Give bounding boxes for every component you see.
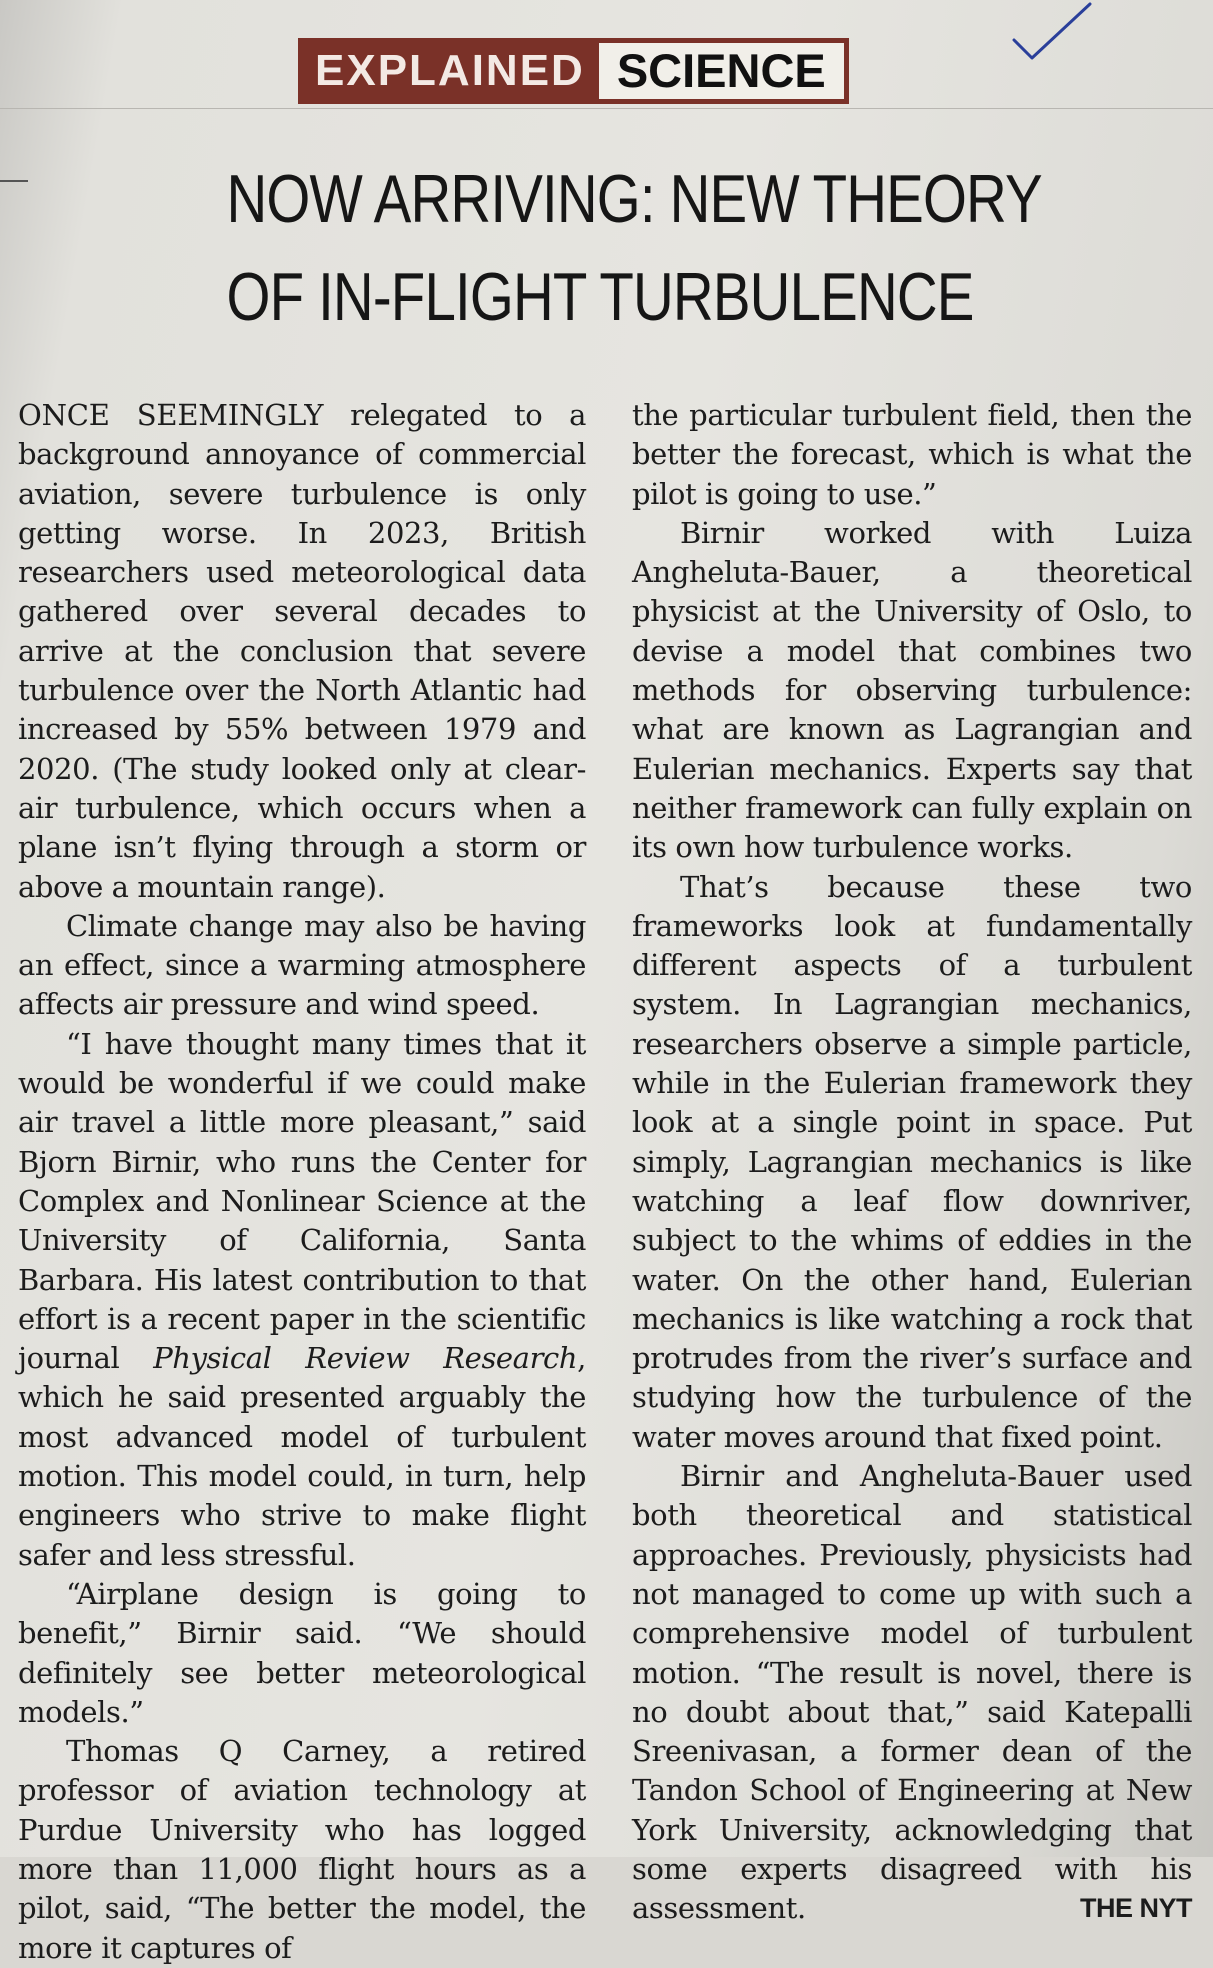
headline-line-1: NOW ARRIVING: NEW THEORY (226, 161, 1042, 237)
article-paragraph: “Airplane design is going to benefit,” Birnir said. “We should definitely see better meteorological models.” (18, 1576, 586, 1729)
article-paragraph (18, 1025, 586, 1575)
kicker-science: SCIENCE (599, 43, 844, 99)
pen-checkmark-icon (1010, 0, 1100, 70)
source-credit: THE NYT (1079, 1893, 1192, 1924)
page-fold-line (0, 108, 1213, 109)
kicker-explained: EXPLAINED (315, 46, 585, 95)
paragraph-text: “I have thought many times that it would be wonderful if we could make air travel a little more pleasant,” said Bjorn Birnir, who runs the Center for Complex and Nonlinear Science at the University of California, Santa Barbara. His latest contribution to that effort is a recent paper in the scientific journal (18, 1026, 586, 1376)
article-paragraph: Climate change may also be having an effect, since a warming atmosphere affects air pressure and wind speed. (18, 908, 586, 1022)
article-paragraph: Thomas Q Carney, a retired professor of aviation technology at Purdue University who has logged more than 11,000 flight hours as a pilot, said, “The better the model, the more it captures of (18, 1734, 586, 1965)
paragraph-text: Birnir and Angheluta-Bauer used both theoretical and statistical approaches. Previously, physicists had not managed to come up with such a comprehensive model of turbulent motion. “The result is novel, there is no doubt about that,” said Katepalli Sreenivasan, a former dean of the Tandon School of Engineering at New York University, acknowledging that some experts disagreed with his assessment. (632, 1459, 1192, 1926)
journal-title: Physical Review Research (153, 1341, 578, 1376)
article-column-left (18, 396, 586, 1968)
article-paragraph (632, 1457, 1192, 1929)
section-kicker (298, 38, 849, 104)
article-paragraph: Birnir worked with Luiza Angheluta-Bauer, a theoretical physicist at the University of Oslo, to devise a model that combines two methods for observing turbulence: what are known as Lagrangian and Eulerian mechanics. Experts say that neither framework can fully explain on its own how turbulence works. (632, 515, 1192, 865)
article-paragraph (18, 396, 586, 907)
headline (226, 150, 1042, 346)
paragraph-text: relegated to a background annoyance of commercial aviation, severe turbulence is only getting worse. In 2023, British researchers used meteorological data gathered over several decades to arrive at the conclusion that severe turbulence over the North Atlantic had increased by 55% between 1979 and 2020. (The study looked only at clear-air turbulence, which occurs when a plane isn’t flying through a storm or above a mountain range). (18, 398, 586, 904)
margin-mark (0, 180, 28, 182)
headline-line-2: OF IN-FLIGHT TURBULENCE (226, 259, 974, 335)
article-paragraph-continued: the particular turbulent field, then the better the forecast, which is what the pilot is going to use.” (632, 398, 1192, 511)
article-paragraph: That’s because these two frameworks look at fundamentally different aspects of a turbulent system. In Lagrangian mechanics, researchers observe a simple particle, while in the Eulerian framework they look at a single point in space. Put simply, Lagrangian mechanics is like watching a leaf flow downriver, subject to the whims of eddies in the water. On the other hand, Eulerian mechanics is like watching a rock that protrudes from the river’s surface and studying how the turbulence of the water moves around that fixed point. (632, 869, 1192, 1454)
paragraph-text: , which he said presented arguably the most advanced model of turbulent motion. This model could, in turn, help engineers who strive to make flight safer and less stressful. (18, 1341, 586, 1572)
article-column-right (632, 396, 1192, 1929)
lead-in: ONCE SEEMINGLY (18, 398, 324, 432)
